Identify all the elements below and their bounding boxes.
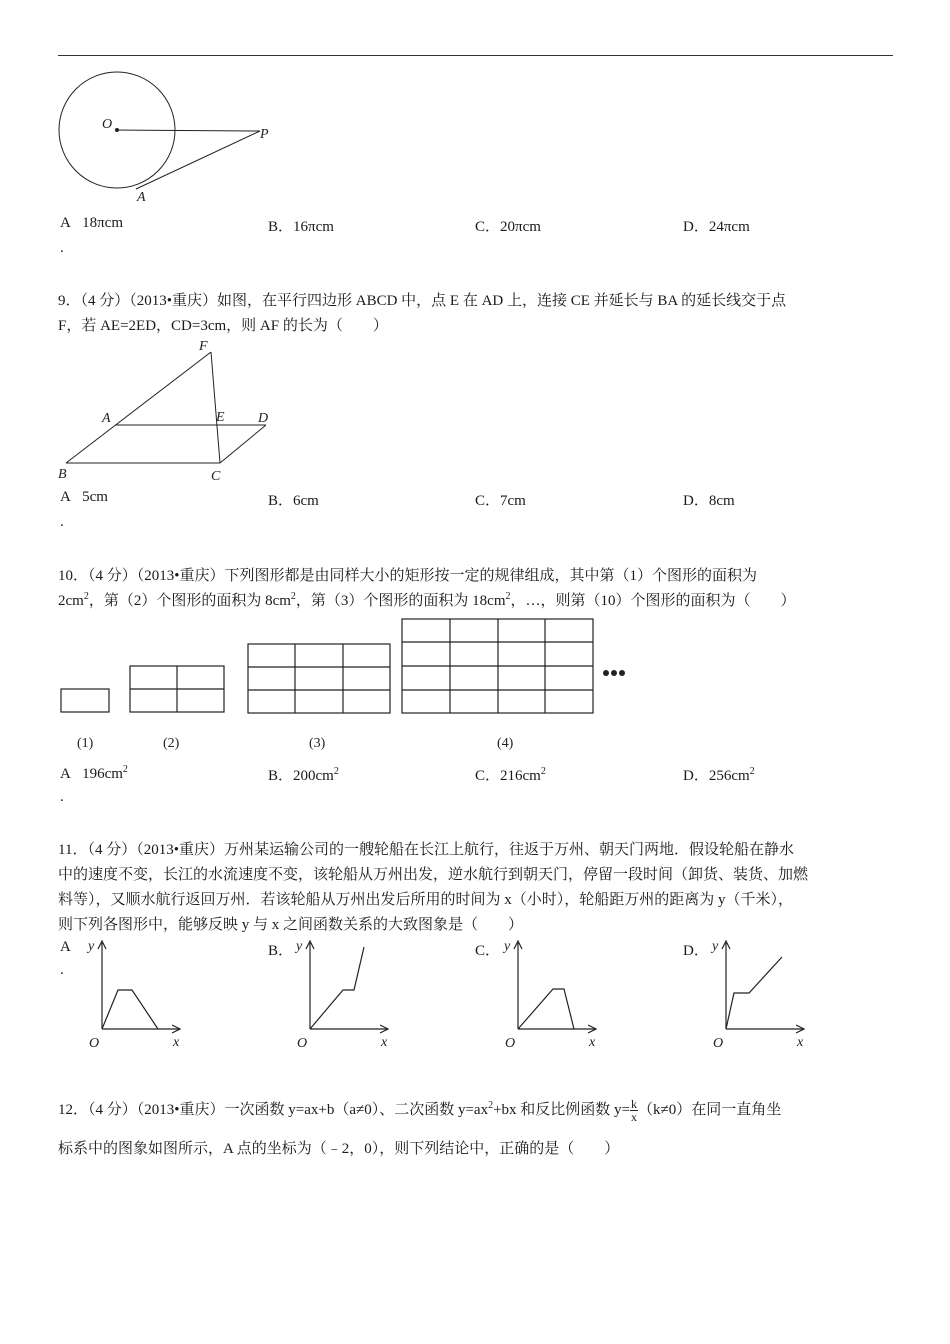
q11-graph-b[interactable] (288, 935, 398, 1055)
q10-option-dot: . (60, 789, 64, 805)
q9-stem-line2: F，若 AE=2ED，CD=3cm，则 AF 的长为（ ） (58, 318, 388, 334)
q10-caption-4: (4) (497, 736, 514, 751)
q11-b-origin-label: O (297, 1036, 308, 1051)
q9-parallelogram-figure (50, 335, 290, 485)
q8-tangent-pa (136, 131, 260, 189)
q8-segment-op (117, 130, 260, 131)
q10-figure-2 (130, 666, 224, 712)
q9-label-a: A (102, 411, 111, 426)
q10-stem-line1: 10．（4 分）（2013•重庆）下列图形都是由同样大小的矩形按一定的规律组成，其中第（1）个图形的面积为 (58, 568, 758, 584)
q10-option-c[interactable]: C．$216cm^2$ (475, 766, 546, 784)
q9-stem-line1: 9．（4 分）（2013•重庆）如图，在平行四边形 ABCD 中，点 E 在 AD 上，连接 CE 并延长与 BA 的延长线交于点 (58, 293, 787, 309)
q9-label-c: C (211, 469, 221, 484)
q11-option-b[interactable]: B． (268, 943, 294, 959)
q9-label-b: B (58, 467, 67, 482)
q8-circle-figure (50, 68, 290, 208)
q10-rectangle-pattern-figure (55, 612, 645, 757)
q8-option-dot: . (60, 240, 64, 256)
q8-label-a: A (137, 190, 146, 205)
q11-d-x-label: x (797, 1035, 804, 1050)
q9-label-f: F (199, 339, 208, 354)
q11-d-y-label: y (712, 939, 719, 954)
q11-a-x-label: x (173, 1035, 180, 1050)
q11-c-x-label: x (589, 1035, 596, 1050)
q11-stem-line4: 则下列各图形中，能够反映 y 与 x 之间函数关系的大致图象是（ ） (58, 917, 524, 933)
q10-figure-1 (61, 689, 109, 712)
q8-label-p: P (260, 127, 269, 142)
q8-option-c[interactable]: C．20πcm (475, 219, 541, 235)
q10-ellipsis-dots (603, 670, 625, 676)
q9-line-cd (220, 425, 266, 463)
q8-option-a[interactable]: A 18πcm (60, 215, 123, 231)
q11-option-c[interactable]: C． (475, 943, 501, 959)
q10-stem-line2: $2cm^2$，第（2）个图形的面积为 $8cm^2$，第（3）个图形的面积为 $18cm^2$，…，则第（10）个图形的面积为（ ） (58, 591, 796, 609)
q11-option-a[interactable]: A (60, 939, 71, 955)
q9-line-fc (211, 352, 220, 463)
q8-option-b[interactable]: B．16πcm (268, 219, 334, 235)
q11-a-origin-label: O (89, 1036, 100, 1051)
q11-a-y-label: y (88, 939, 95, 954)
q9-label-e: E (216, 410, 225, 425)
q11-graph-a[interactable] (80, 935, 190, 1055)
q9-option-b[interactable]: B．6cm (268, 493, 319, 509)
q11-c-origin-label: O (505, 1036, 516, 1051)
q11-stem-line1: 11．（4 分）（2013•重庆）万州某运输公司的一艘轮船在长江上航行，往返于万州、朝天门两地．假设轮船在静水 (58, 842, 794, 858)
q9-option-a[interactable]: A 5cm (60, 489, 108, 505)
q9-label-d: D (258, 411, 269, 426)
q11-option-d[interactable]: D． (683, 943, 709, 959)
q9-line-bf (66, 352, 211, 463)
q11-c-y-label: y (504, 939, 511, 954)
q10-caption-2: (2) (163, 736, 180, 751)
q9-option-c[interactable]: C．7cm (475, 493, 526, 509)
q10-caption-1: (1) (77, 736, 94, 751)
q11-b-x-label: x (381, 1035, 388, 1050)
q9-option-dot: . (60, 514, 64, 530)
q11-graph-c[interactable] (496, 935, 606, 1055)
q9-option-d[interactable]: D．8cm (683, 493, 735, 509)
q10-option-a[interactable]: A $196cm^2$ (60, 764, 128, 782)
q11-stem-line2: 中的速度不变，长江的水流速度不变，该轮船从万州出发，逆水航行到朝天门，停留一段时间（卸货、装货、加燃 (58, 867, 809, 883)
q12-stem-line2: 标系中的图象如图所示，A 点的坐标为（﹣2，0），则下列结论中，正确的是（ ） (58, 1141, 620, 1157)
q12-fraction-k-over-x: $\frac{k}{x}$ (631, 1097, 638, 1125)
q11-option-dot: . (60, 962, 64, 978)
q10-figure-4 (402, 619, 593, 713)
q10-option-b[interactable]: B．$200cm^2$ (268, 766, 339, 784)
q8-option-d[interactable]: D．24πcm (683, 219, 750, 235)
q10-figure-3 (248, 644, 390, 713)
q11-graph-d[interactable] (704, 935, 814, 1055)
q11-stem-line3: 料等），又顺水航行返回万州．若该轮船从万州出发后所用的时间为 x（小时），轮船距万州的距离为 y（千米）， (58, 892, 794, 908)
q10-caption-3: (3) (309, 736, 326, 751)
header-rule (58, 55, 893, 56)
q8-label-o: O (102, 117, 113, 132)
q12-stem-line1: 12．（4 分）（2013•重庆）一次函数 y=ax+b（a≠0）、二次函数 $y=ax^2+bx$ 和反比例函数 y= $\frac{k}{x}$ （k≠0）在同一直角坐 (58, 1097, 782, 1125)
q11-b-y-label: y (296, 939, 303, 954)
q10-option-d[interactable]: D．$256cm^2$ (683, 766, 755, 784)
q11-d-origin-label: O (713, 1036, 724, 1051)
